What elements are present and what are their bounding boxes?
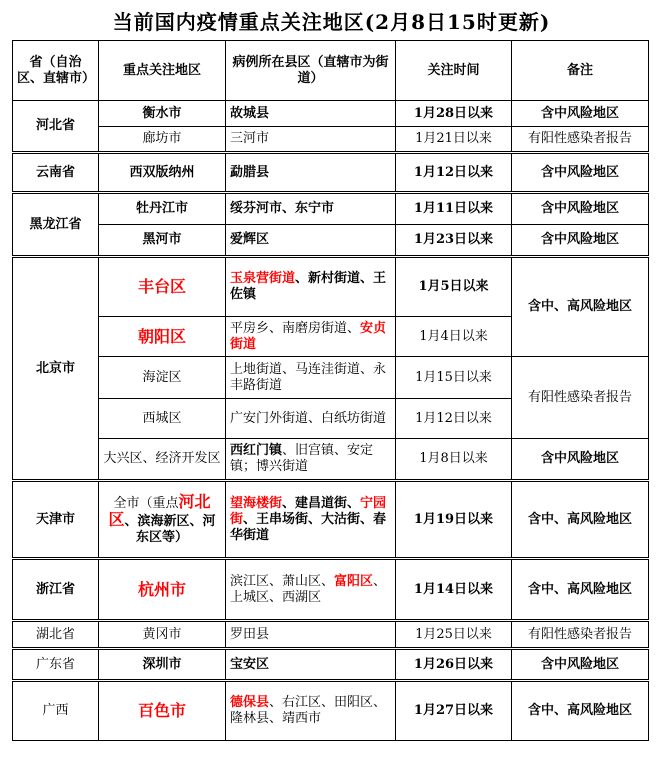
table-row (13, 257, 649, 317)
note-cell: 有阳性感染者报告 (512, 127, 649, 153)
note-cell: 含中风险地区 (512, 439, 649, 481)
table-row (13, 357, 649, 399)
table-row (13, 559, 649, 621)
area-cell: 大兴区、经济开发区 (99, 439, 226, 481)
area-cell: 西双版纳州 (99, 153, 226, 193)
time-cell: 1月14日以来 (396, 559, 512, 621)
table-row (13, 481, 649, 559)
county-cell: 三河市 (226, 127, 396, 153)
page-title: 当前国内疫情重点关注地区(2月8日15时更新) (112, 10, 551, 34)
province-zhejiang: 浙江省 (13, 559, 99, 621)
time-cell: 1月4日以来 (396, 317, 512, 357)
table-row (13, 649, 649, 681)
county-text: 、上城区、西湖区 (230, 573, 387, 605)
time-cell: 1月27日以来 (396, 681, 512, 741)
focus-areas-table (12, 40, 649, 741)
county-cell (226, 481, 396, 559)
time-cell: 1月25日以来 (396, 621, 512, 649)
county-cell: 广安门外街道、白纸坊街道 (226, 399, 396, 439)
area-cell: 杭州市 (99, 559, 226, 621)
county-highlight: 安贞街道 (230, 320, 387, 352)
county-bold: 西红门镇 (230, 443, 283, 458)
note-cell: 含中、高风险地区 (512, 681, 649, 741)
county-highlight: 玉泉营街道 (230, 271, 296, 286)
table-row (13, 127, 649, 153)
table-row (13, 153, 649, 193)
county-cell: 绥芬河市、东宁市 (226, 193, 396, 225)
table-row (13, 439, 649, 481)
time-cell: 1月21日以来 (396, 127, 512, 153)
header-time: 关注时间 (396, 41, 512, 101)
note-cell: 含中、高风险地区 (512, 559, 649, 621)
area-cell (99, 481, 226, 559)
county-highlight: 富阳区 (334, 573, 374, 589)
area-cell: 衡水市 (99, 101, 226, 127)
county-text: 、旧宫镇、安定镇；博兴街道 (230, 443, 374, 474)
area-text: 全市（重点 (113, 495, 179, 511)
area-cell: 廊坊市 (99, 127, 226, 153)
county-cell: 罗田县 (226, 621, 396, 649)
note-cell: 含中、高风险地区 (512, 257, 649, 357)
table-row (13, 193, 649, 225)
area-cell: 朝阳区 (99, 317, 226, 357)
county-text: 、右江区、田阳区、隆林县、靖西市 (230, 695, 387, 726)
header-row (13, 41, 649, 101)
province-hebei: 河北省 (13, 101, 99, 153)
area-cell: 海淀区 (99, 357, 226, 399)
province-heilongjiang: 黑龙江省 (13, 193, 99, 257)
area-text: 、滨海新区、河东区等） (124, 513, 216, 545)
note-cell: 含中风险地区 (512, 649, 649, 681)
note-cell: 有阳性感染者报告 (512, 621, 649, 649)
county-cell (226, 559, 396, 621)
county-cell: 宝安区 (226, 649, 396, 681)
province-tianjin: 天津市 (13, 481, 99, 559)
table-row (13, 681, 649, 741)
header-note: 备注 (512, 41, 649, 101)
time-cell: 1月26日以来 (396, 649, 512, 681)
county-cell (226, 257, 396, 317)
time-cell: 1月12日以来 (396, 399, 512, 439)
county-text: 滨江区、萧山区、 (230, 573, 335, 589)
note-cell: 含中风险地区 (512, 153, 649, 193)
county-text: 、王串场街、大沽街、春华街道 (230, 511, 387, 543)
time-cell: 1月5日以来 (396, 257, 512, 317)
table-row (13, 621, 649, 649)
note-cell: 含中风险地区 (512, 193, 649, 225)
county-text: 、建昌道街、 (282, 495, 361, 511)
area-cell: 黄冈市 (99, 621, 226, 649)
area-highlight: 河北区 (108, 491, 211, 529)
note-cell: 含中风险地区 (512, 101, 649, 127)
time-cell: 1月8日以来 (396, 439, 512, 481)
county-text: 、新村街道、王佐镇 (230, 271, 387, 302)
time-cell: 1月23日以来 (396, 225, 512, 257)
area-cell: 牡丹江市 (99, 193, 226, 225)
header-province: 省（自治区、直辖市） (13, 41, 99, 101)
note-cell: 有阳性感染者报告 (512, 357, 649, 439)
province-beijing: 北京市 (13, 257, 99, 481)
table-row (13, 225, 649, 257)
county-cell: 上地街道、马连洼街道、永丰路街道 (226, 357, 396, 399)
time-cell: 1月12日以来 (396, 153, 512, 193)
header-area: 重点关注地区 (99, 41, 226, 101)
area-cell: 西城区 (99, 399, 226, 439)
province-hubei: 湖北省 (13, 621, 99, 649)
county-text: 平房乡、南磨房街道、 (230, 320, 361, 336)
county-highlight: 德保县 (230, 695, 270, 710)
county-cell: 爱辉区 (226, 225, 396, 257)
area-cell: 百色市 (99, 681, 226, 741)
county-cell (226, 681, 396, 741)
area-cell: 丰台区 (99, 257, 226, 317)
area-cell: 深圳市 (99, 649, 226, 681)
time-cell: 1月19日以来 (396, 481, 512, 559)
header-county: 病例所在县区（直辖市为街道） (226, 41, 396, 101)
time-cell: 1月11日以来 (396, 193, 512, 225)
province-yunnan: 云南省 (13, 153, 99, 193)
county-cell: 故城县 (226, 101, 396, 127)
county-cell: 勐腊县 (226, 153, 396, 193)
time-cell: 1月28日以来 (396, 101, 512, 127)
area-cell: 黑河市 (99, 225, 226, 257)
province-guangxi: 广西 (13, 681, 99, 741)
county-cell (226, 317, 396, 357)
county-highlight: 望海楼街 (230, 495, 283, 511)
note-cell: 含中风险地区 (512, 225, 649, 257)
table-row (13, 101, 649, 127)
time-cell: 1月15日以来 (396, 357, 512, 399)
note-cell: 含中、高风险地区 (512, 481, 649, 559)
county-highlight: 宁园街 (230, 495, 387, 527)
province-guangdong: 广东省 (13, 649, 99, 681)
county-cell (226, 439, 396, 481)
